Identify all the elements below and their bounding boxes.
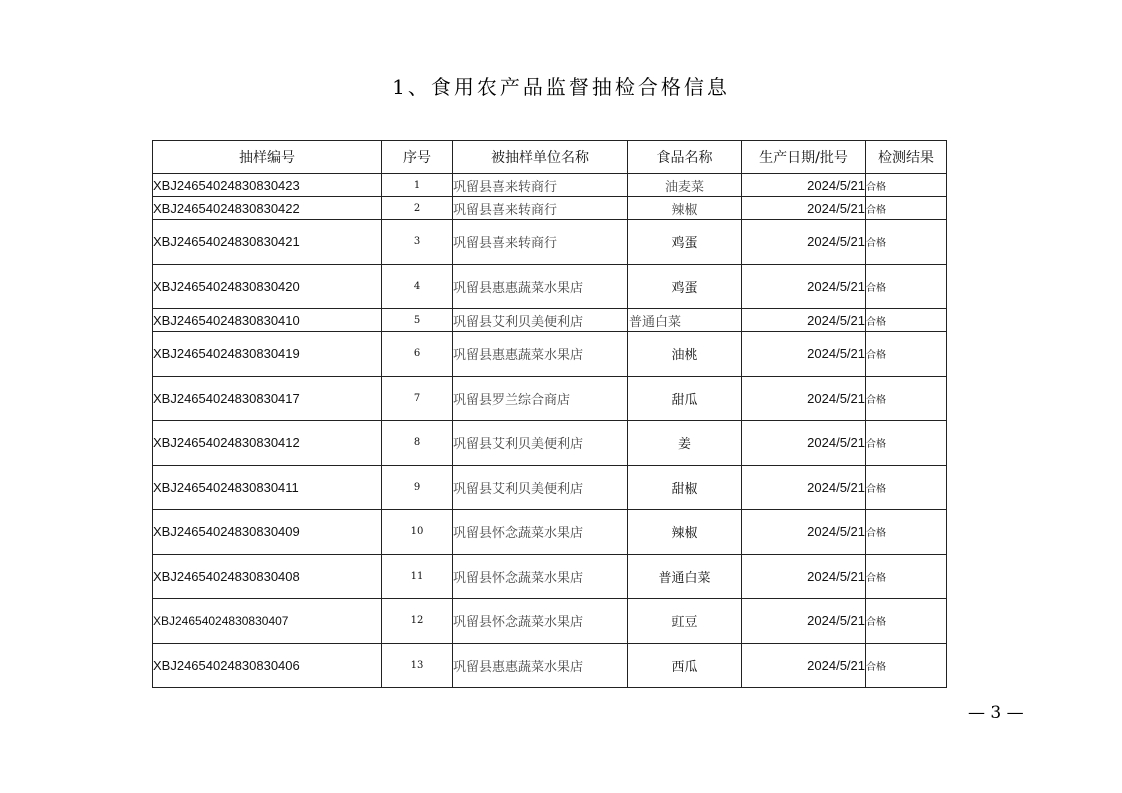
sample-code-cell: XBJ24654024830830406 (153, 643, 382, 688)
table-row (153, 376, 947, 421)
result-cell: 合格 (866, 174, 947, 197)
header-seq: 序号 (382, 141, 453, 174)
date-cell: 2024/5/21 (742, 643, 866, 688)
date-cell: 2024/5/21 (742, 332, 866, 377)
header-food-name: 食品名称 (628, 141, 742, 174)
food-cell: 油桃 (628, 332, 742, 377)
unit-cell: 巩留县艾利贝美便利店 (453, 309, 628, 332)
unit-cell: 巩留县罗兰综合商店 (453, 376, 628, 421)
table-row (153, 510, 947, 555)
seq-cell: 13 (382, 643, 453, 688)
unit-cell: 巩留县惠惠蔬菜水果店 (453, 643, 628, 688)
food-cell: 鸡蛋 (628, 264, 742, 309)
food-cell: 鸡蛋 (628, 220, 742, 265)
food-cell: 普通白菜 (628, 554, 742, 599)
date-cell: 2024/5/21 (742, 554, 866, 599)
food-cell: 甜椒 (628, 465, 742, 510)
header-sampled-unit: 被抽样单位名称 (453, 141, 628, 174)
result-cell: 合格 (866, 465, 947, 510)
seq-cell: 4 (382, 264, 453, 309)
seq-cell: 5 (382, 309, 453, 332)
table-row (153, 554, 947, 599)
food-cell: 油麦菜 (628, 174, 742, 197)
sample-code-cell: XBJ24654024830830417 (153, 376, 382, 421)
table-row (153, 174, 947, 197)
date-cell: 2024/5/21 (742, 421, 866, 466)
result-cell: 合格 (866, 220, 947, 265)
sample-code-cell: XBJ24654024830830407 (153, 599, 382, 644)
date-cell: 2024/5/21 (742, 174, 866, 197)
table-row (153, 421, 947, 466)
result-cell: 合格 (866, 309, 947, 332)
unit-cell: 巩留县惠惠蔬菜水果店 (453, 264, 628, 309)
sample-code-cell: XBJ24654024830830421 (153, 220, 382, 265)
unit-cell: 巩留县喜来转商行 (453, 220, 628, 265)
table-row (153, 264, 947, 309)
date-cell: 2024/5/21 (742, 264, 866, 309)
seq-cell: 7 (382, 376, 453, 421)
food-cell: 豇豆 (628, 599, 742, 644)
result-cell: 合格 (866, 264, 947, 309)
sample-code-cell: XBJ24654024830830420 (153, 264, 382, 309)
table-row (153, 332, 947, 377)
seq-cell: 6 (382, 332, 453, 377)
sample-code-cell: XBJ24654024830830423 (153, 174, 382, 197)
page-number: — 3 — (968, 703, 1024, 723)
unit-cell: 巩留县怀念蔬菜水果店 (453, 599, 628, 644)
result-cell: 合格 (866, 510, 947, 555)
header-sample-code: 抽样编号 (153, 141, 382, 174)
seq-cell: 9 (382, 465, 453, 510)
result-cell: 合格 (866, 554, 947, 599)
result-cell: 合格 (866, 376, 947, 421)
sample-code-cell: XBJ24654024830830409 (153, 510, 382, 555)
sample-code-cell: XBJ24654024830830411 (153, 465, 382, 510)
date-cell: 2024/5/21 (742, 376, 866, 421)
result-cell: 合格 (866, 197, 947, 220)
unit-cell: 巩留县喜来转商行 (453, 197, 628, 220)
sample-code-cell: XBJ24654024830830410 (153, 309, 382, 332)
result-cell: 合格 (866, 599, 947, 644)
sample-code-cell: XBJ24654024830830422 (153, 197, 382, 220)
result-cell: 合格 (866, 332, 947, 377)
date-cell: 2024/5/21 (742, 599, 866, 644)
food-cell: 普通白菜 (628, 309, 742, 332)
header-production-date: 生产日期/批号 (742, 141, 866, 174)
unit-cell: 巩留县艾利贝美便利店 (453, 465, 628, 510)
date-cell: 2024/5/21 (742, 309, 866, 332)
sample-code-cell: XBJ24654024830830419 (153, 332, 382, 377)
seq-cell: 11 (382, 554, 453, 599)
seq-cell: 12 (382, 599, 453, 644)
sample-code-cell: XBJ24654024830830408 (153, 554, 382, 599)
table-row (153, 599, 947, 644)
header-test-result: 检测结果 (866, 141, 947, 174)
seq-cell: 2 (382, 197, 453, 220)
seq-cell: 8 (382, 421, 453, 466)
page-title: 1、食用农产品监督抽检合格信息 (392, 75, 730, 99)
food-cell: 西瓜 (628, 643, 742, 688)
date-cell: 2024/5/21 (742, 197, 866, 220)
unit-cell: 巩留县怀念蔬菜水果店 (453, 554, 628, 599)
table-row (153, 220, 947, 265)
seq-cell: 10 (382, 510, 453, 555)
food-cell: 姜 (628, 421, 742, 466)
table-row (153, 309, 947, 332)
table-header-row (153, 141, 947, 174)
result-cell: 合格 (866, 643, 947, 688)
seq-cell: 3 (382, 220, 453, 265)
food-cell: 辣椒 (628, 510, 742, 555)
unit-cell: 巩留县喜来转商行 (453, 174, 628, 197)
food-cell: 甜瓜 (628, 376, 742, 421)
table-row (153, 643, 947, 688)
unit-cell: 巩留县怀念蔬菜水果店 (453, 510, 628, 555)
date-cell: 2024/5/21 (742, 220, 866, 265)
table-row (153, 197, 947, 220)
food-cell: 辣椒 (628, 197, 742, 220)
table-row (153, 465, 947, 510)
result-cell: 合格 (866, 421, 947, 466)
date-cell: 2024/5/21 (742, 465, 866, 510)
inspection-table (152, 140, 947, 688)
unit-cell: 巩留县惠惠蔬菜水果店 (453, 332, 628, 377)
seq-cell: 1 (382, 174, 453, 197)
date-cell: 2024/5/21 (742, 510, 866, 555)
sample-code-cell: XBJ24654024830830412 (153, 421, 382, 466)
unit-cell: 巩留县艾利贝美便利店 (453, 421, 628, 466)
